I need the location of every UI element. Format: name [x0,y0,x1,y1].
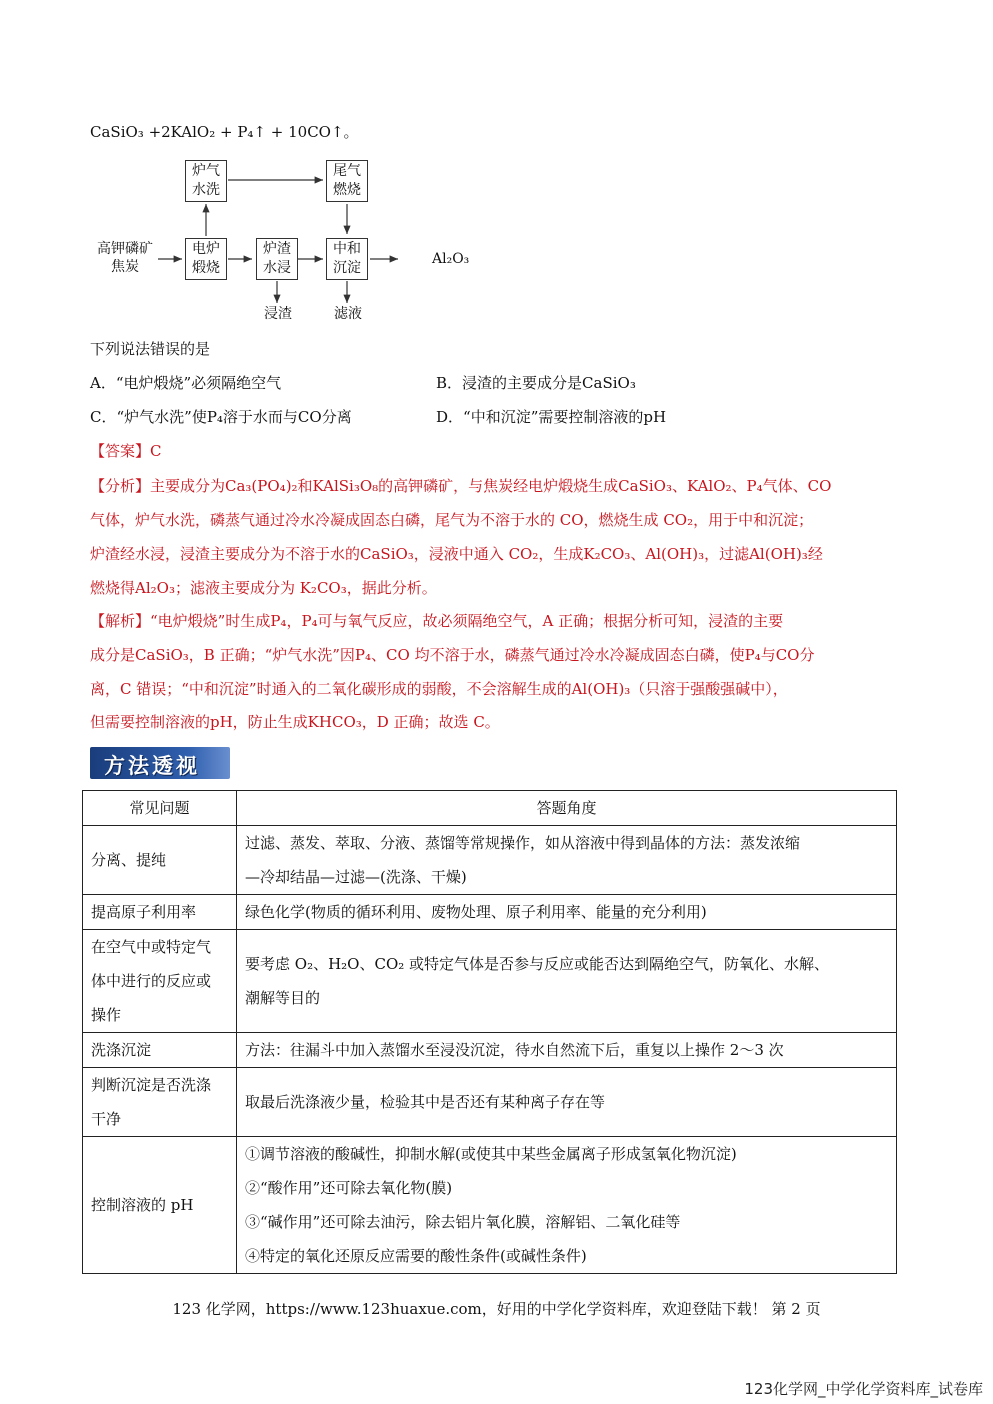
table-row [83,826,897,895]
table-cell-answer [237,826,897,895]
table-header-cell: 常见问题 [83,791,237,826]
flow-box-neutralize [326,238,368,280]
cell-line: ④特定的氧化还原反应需要的酸性条件(或碱性条件) [245,1247,587,1265]
table-cell-question [83,1068,237,1137]
table-header-cell: 答题角度 [237,791,897,826]
flow-box-line: 燃烧 [333,182,361,198]
cell-line: 取最后洗涤液少量，检验其中是否还有某种离子存在等 [245,1093,606,1111]
methods-table [82,790,897,1274]
option-d: D．“中和沉淀”需要控制溶液的pH [436,408,667,426]
flow-box-line: 尾气 [333,163,361,179]
explanation-line: 但需要控制溶液的pH，防止生成KHCO₃，D 正确；故选 C。 [90,713,500,731]
analysis-line: 气体，炉气水洗，磷蒸气通过冷水冷凝成固态白磷，尾气为不溶于水的 CO，燃烧生成 CO₂，用于中和沉淀； [90,511,814,529]
analysis-line: 燃烧得Al₂O₃；滤液主要成分为 K₂CO₃，据此分析。 [90,579,437,597]
flow-product: Al₂O₃ [432,251,470,267]
flow-box-line: 沉淀 [333,260,361,276]
cell-line: ③“碱作用”还可除去油污，除去铝片氧化膜，溶解铝、二氧化硅等 [245,1213,681,1231]
cell-line: 过滤、蒸发、萃取、分液、蒸馏等常规操作，如从溶液中得到晶体的方法：蒸发浓缩 [245,834,801,852]
section-banner-title: 方法透视 [104,753,200,778]
question-stem: 下列说法错误的是 [90,340,211,358]
cell-line: ①调节溶液的酸碱性，抑制水解(或使其中某些金属离子形成氢氧化物沉淀) [245,1145,737,1163]
table-cell-question: 洗涤沉淀 [83,1033,237,1068]
cell-line: 方法：往漏斗中加入蒸馏水至浸没沉淀，待水自然流下后，重复以上操作 2～3 次 [245,1041,784,1059]
cell-wrap: 在空气中或特定气体中进行的反应或操作 [91,938,212,1024]
flow-box-line: 电炉 [192,241,220,257]
option-a: A．“电炉煅烧”必须隔绝空气 [90,374,282,392]
table-header-row [83,791,897,826]
table-cell-answer [237,930,897,1033]
cell-line: 潮解等目的 [245,989,321,1007]
table-cell-question: 分离、提纯 [83,826,237,895]
table-cell-question: 提高原子利用率 [83,895,237,930]
flow-box-line: 炉渣 [263,241,291,257]
flow-input-ore: 高钾磷矿 [97,241,153,257]
cell-line: —冷却结晶—过滤—(洗涤、干燥) [245,868,467,886]
table-cell-question [83,930,237,1033]
cell-line: 要考虑 O₂、H₂O、CO₂ 或特定气体是否参与反应或能否达到隔绝空气，防氧化、水解、 [245,955,830,973]
flow-box-line: 煅烧 [192,260,220,276]
cell-wrap: 判断沉淀是否洗涤干净 [91,1076,212,1128]
corner-watermark: 123化学网_中学化学资料库_试卷库 [744,1380,983,1398]
flow-box-line: 水洗 [192,182,220,198]
table-cell-answer [237,1137,897,1274]
explanation-line: 成分是CaSiO₃，B 正确；“炉气水洗”因P₄、CO 均不溶于水，磷蒸气通过冷水冷凝成固态白磷，使P₄与CO分 [90,646,815,664]
answer: 【答案】C [90,442,162,460]
flow-out-filtrate: 滤液 [334,306,362,322]
flow-box-line: 炉气 [192,163,220,179]
table-row [83,1068,897,1137]
analysis-line: 炉渣经水浸，浸渣主要成分为不溶于水的CaSiO₃，浸液中通入 CO₂，生成K₂CO₃、Al(OH)₃，过滤Al(OH)₃经 [90,545,823,563]
option-c: C．“炉气水洗”使P₄溶于水而与CO分离 [90,408,352,426]
equation-tail: CaSiO₃ +2KAlO₂ + P₄↑ + 10CO↑。 [90,123,359,141]
table-cell-answer [237,1068,897,1137]
flow-box-tail-gas [326,160,368,202]
process-flowchart [90,150,510,330]
table-row [83,1137,897,1274]
table-row [83,1033,897,1068]
flow-out-residue: 浸渣 [264,306,292,322]
page-footer: 123 化学网，https://www.123huaxue.com，好用的中学化学资料库，欢迎登陆下载！ 第 2 页 [172,1300,821,1318]
table-row [83,895,897,930]
analysis-line: 【分析】主要成分为Ca₃(PO₄)₂和KAlSi₃O₈的高钾磷矿，与焦炭经电炉煅烧生成CaSiO₃、KAlO₂、P₄气体、CO [90,477,832,495]
flow-box-gas-wash [185,160,227,202]
table-cell-answer [237,895,897,930]
explanation-line: 离，C 错误；“中和沉淀”时通入的二氧化碳形成的弱酸，不会溶解生成的Al(OH)₃（只溶于强酸强碱中）， [90,680,788,698]
cell-line: ②“酸作用”还可除去氧化物(膜) [245,1179,453,1197]
flow-box-line: 中和 [333,241,361,257]
flow-box-leach [256,238,298,280]
table-cell-answer [237,1033,897,1068]
option-b: B．浸渣的主要成分是CaSiO₃ [436,374,636,392]
flow-box-line: 水浸 [263,260,291,276]
flow-input-coke: 焦炭 [111,259,139,275]
explanation-line: 【解析】“电炉煅烧”时生成P₄，P₄可与氧气反应，故必须隔绝空气，A 正确；根据分析可知，浸渣的主要 [90,612,784,630]
table-cell-question: 控制溶液的 pH [83,1137,237,1274]
section-banner [90,747,230,779]
table-row [83,930,897,1033]
flow-box-furnace [185,238,227,280]
cell-line: 绿色化学(物质的循环利用、废物处理、原子利用率、能量的充分利用) [245,903,707,921]
